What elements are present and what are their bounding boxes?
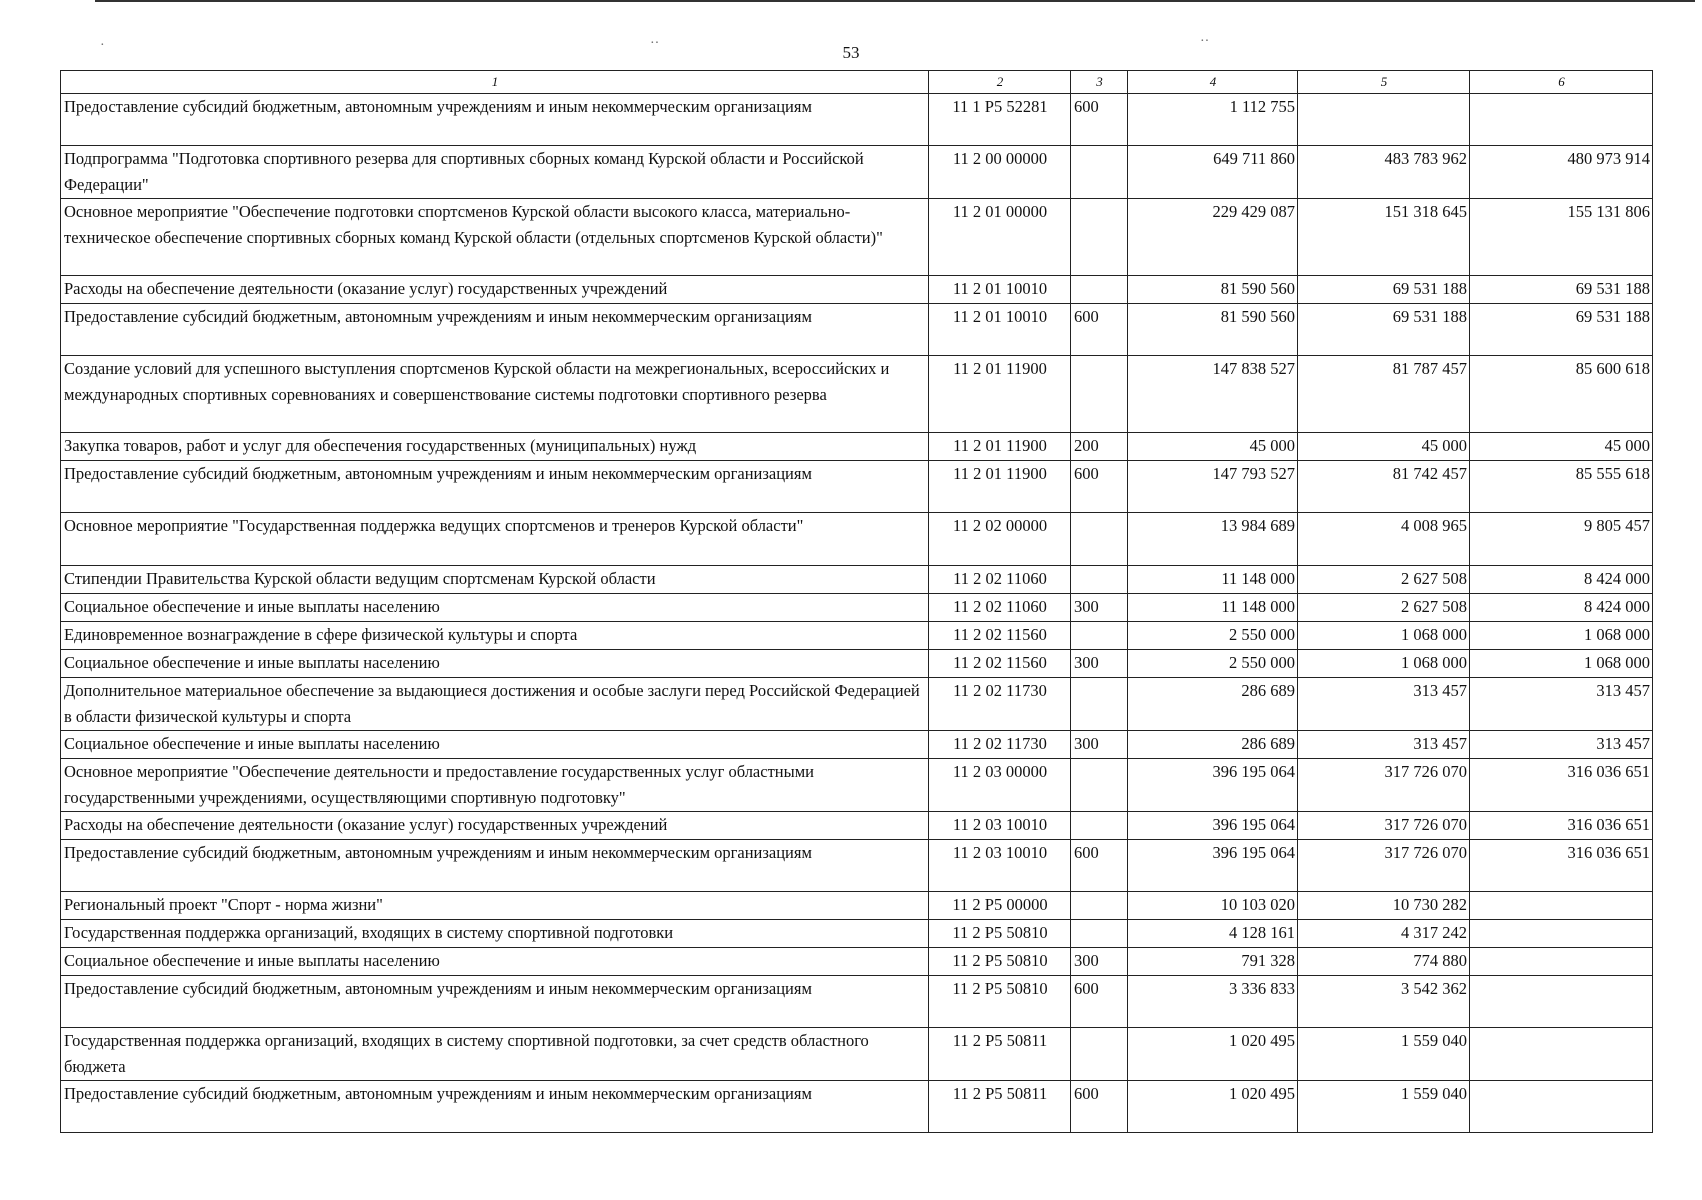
row-code-cell: 11 2 01 11900 xyxy=(929,461,1071,513)
row-expense-type-cell: 200 xyxy=(1071,433,1128,461)
row-value-col4-cell: 11 148 000 xyxy=(1128,594,1298,622)
row-name-cell: Расходы на обеспечение деятельности (оказание услуг) государственных учреждений xyxy=(61,812,929,840)
row-value-col5-cell: 317 726 070 xyxy=(1298,812,1470,840)
row-value-col5-cell: 313 457 xyxy=(1298,678,1470,731)
row-code-cell: 11 2 P5 50810 xyxy=(929,948,1071,976)
header-row xyxy=(61,71,1653,94)
row-code-cell: 11 2 02 11060 xyxy=(929,566,1071,594)
row-value-col4-cell: 81 590 560 xyxy=(1128,304,1298,356)
row-value-col5-cell: 81 787 457 xyxy=(1298,356,1470,433)
row-value-col6-cell xyxy=(1470,1028,1653,1081)
row-value-col5-cell: 45 000 xyxy=(1298,433,1470,461)
table-row xyxy=(61,433,1653,461)
row-value-col6-cell: 45 000 xyxy=(1470,433,1653,461)
row-value-col4-cell: 3 336 833 xyxy=(1128,976,1298,1028)
row-name-cell: Предоставление субсидий бюджетным, автономным учреждениям и иным некоммерческим организациям xyxy=(61,304,929,356)
row-value-col6-cell: 313 457 xyxy=(1470,731,1653,759)
scan-speck: · xyxy=(100,38,105,53)
row-value-col6-cell: 69 531 188 xyxy=(1470,304,1653,356)
row-value-col5-cell: 4 008 965 xyxy=(1298,513,1470,566)
row-expense-type-cell: 600 xyxy=(1071,1081,1128,1133)
row-value-col4-cell: 45 000 xyxy=(1128,433,1298,461)
row-value-col6-cell: 85 555 618 xyxy=(1470,461,1653,513)
row-expense-type-cell xyxy=(1071,920,1128,948)
row-value-col5-cell: 2 627 508 xyxy=(1298,594,1470,622)
row-value-col6-cell: 1 068 000 xyxy=(1470,622,1653,650)
row-expense-type-cell xyxy=(1071,622,1128,650)
row-name-cell: Основное мероприятие "Обеспечение деятельности и предоставление государственных услуг областными государственными учреждениями, осуществляющими спортивную подготовку" xyxy=(61,759,929,812)
column-header-6: 6 xyxy=(1470,71,1653,94)
row-name-cell: Создание условий для успешного выступления спортсменов Курской области на межрегиональных, всероссийских и международных спортивных соревнованиях и совершенствование системы подготовки спортивного резерва xyxy=(61,356,929,433)
row-value-col5-cell: 1 068 000 xyxy=(1298,650,1470,678)
row-value-col4-cell: 147 793 527 xyxy=(1128,461,1298,513)
table-row xyxy=(61,678,1653,731)
table-row xyxy=(61,812,1653,840)
row-name-cell: Единовременное вознаграждение в сфере физической культуры и спорта xyxy=(61,622,929,650)
row-code-cell: 11 2 02 11730 xyxy=(929,731,1071,759)
table-row xyxy=(61,650,1653,678)
row-value-col5-cell: 483 783 962 xyxy=(1298,146,1470,199)
row-expense-type-cell xyxy=(1071,759,1128,812)
row-value-col6-cell xyxy=(1470,920,1653,948)
row-name-cell: Предоставление субсидий бюджетным, автономным учреждениям и иным некоммерческим организациям xyxy=(61,840,929,892)
column-header-1: 1 xyxy=(61,71,929,94)
row-code-cell: 11 2 P5 50810 xyxy=(929,920,1071,948)
row-value-col4-cell: 11 148 000 xyxy=(1128,566,1298,594)
row-value-col5-cell: 69 531 188 xyxy=(1298,304,1470,356)
table-row xyxy=(61,304,1653,356)
row-name-cell: Социальное обеспечение и иные выплаты населению xyxy=(61,594,929,622)
row-expense-type-cell xyxy=(1071,678,1128,731)
row-code-cell: 11 2 01 10010 xyxy=(929,304,1071,356)
table-row xyxy=(61,948,1653,976)
row-expense-type-cell: 300 xyxy=(1071,594,1128,622)
row-code-cell: 11 2 02 00000 xyxy=(929,513,1071,566)
row-expense-type-cell: 300 xyxy=(1071,650,1128,678)
row-value-col5-cell: 81 742 457 xyxy=(1298,461,1470,513)
page-number: 53 xyxy=(842,43,860,62)
row-value-col6-cell xyxy=(1470,892,1653,920)
row-value-col6-cell: 8 424 000 xyxy=(1470,566,1653,594)
row-name-cell: Предоставление субсидий бюджетным, автономным учреждениям и иным некоммерческим организациям xyxy=(61,1081,929,1133)
table-row xyxy=(61,566,1653,594)
row-value-col4-cell: 286 689 xyxy=(1128,678,1298,731)
row-expense-type-cell xyxy=(1071,356,1128,433)
table-row xyxy=(61,759,1653,812)
row-code-cell: 11 2 P5 00000 xyxy=(929,892,1071,920)
table-row xyxy=(61,461,1653,513)
row-value-col6-cell: 316 036 651 xyxy=(1470,840,1653,892)
row-name-cell: Предоставление субсидий бюджетным, автономным учреждениям и иным некоммерческим организациям xyxy=(61,94,929,146)
table-row xyxy=(61,920,1653,948)
budget-table xyxy=(60,70,1653,1133)
row-value-col6-cell: 1 068 000 xyxy=(1470,650,1653,678)
row-code-cell: 11 2 P5 50810 xyxy=(929,976,1071,1028)
column-header-5: 5 xyxy=(1298,71,1470,94)
row-value-col6-cell: 313 457 xyxy=(1470,678,1653,731)
row-value-col5-cell: 1 068 000 xyxy=(1298,622,1470,650)
row-expense-type-cell: 600 xyxy=(1071,94,1128,146)
column-header-3: 3 xyxy=(1071,71,1128,94)
row-value-col6-cell xyxy=(1470,976,1653,1028)
row-value-col4-cell: 2 550 000 xyxy=(1128,622,1298,650)
row-value-col6-cell xyxy=(1470,1081,1653,1133)
table-row xyxy=(61,594,1653,622)
row-expense-type-cell xyxy=(1071,812,1128,840)
row-name-cell: Дополнительное материальное обеспечение за выдающиеся достижения и особые заслуги перед Российской Федерацией в области физической культуры и спорта xyxy=(61,678,929,731)
row-expense-type-cell: 600 xyxy=(1071,304,1128,356)
row-value-col4-cell: 13 984 689 xyxy=(1128,513,1298,566)
row-value-col4-cell: 396 195 064 xyxy=(1128,759,1298,812)
row-value-col5-cell: 69 531 188 xyxy=(1298,276,1470,304)
row-value-col5-cell: 10 730 282 xyxy=(1298,892,1470,920)
row-value-col5-cell: 317 726 070 xyxy=(1298,840,1470,892)
table-body xyxy=(61,94,1653,1133)
row-value-col5-cell: 2 627 508 xyxy=(1298,566,1470,594)
row-expense-type-cell xyxy=(1071,513,1128,566)
row-value-col4-cell: 286 689 xyxy=(1128,731,1298,759)
row-value-col6-cell xyxy=(1470,94,1653,146)
row-value-col6-cell: 9 805 457 xyxy=(1470,513,1653,566)
table-row xyxy=(61,146,1653,199)
row-code-cell: 11 2 01 11900 xyxy=(929,356,1071,433)
row-name-cell: Предоставление субсидий бюджетным, автономным учреждениям и иным некоммерческим организациям xyxy=(61,976,929,1028)
row-code-cell: 11 2 03 10010 xyxy=(929,812,1071,840)
row-code-cell: 11 2 03 10010 xyxy=(929,840,1071,892)
row-expense-type-cell xyxy=(1071,276,1128,304)
row-name-cell: Государственная поддержка организаций, входящих в систему спортивной подготовки xyxy=(61,920,929,948)
row-value-col4-cell: 1 020 495 xyxy=(1128,1028,1298,1081)
row-name-cell: Социальное обеспечение и иные выплаты населению xyxy=(61,650,929,678)
row-value-col4-cell: 229 429 087 xyxy=(1128,199,1298,276)
row-code-cell: 11 2 01 11900 xyxy=(929,433,1071,461)
row-value-col4-cell: 10 103 020 xyxy=(1128,892,1298,920)
row-expense-type-cell xyxy=(1071,892,1128,920)
row-value-col5-cell: 1 559 040 xyxy=(1298,1028,1470,1081)
row-value-col5-cell: 151 318 645 xyxy=(1298,199,1470,276)
row-expense-type-cell: 300 xyxy=(1071,948,1128,976)
row-value-col6-cell: 316 036 651 xyxy=(1470,812,1653,840)
row-value-col4-cell: 2 550 000 xyxy=(1128,650,1298,678)
scan-speck: ·· xyxy=(650,36,660,51)
row-code-cell: 11 2 03 00000 xyxy=(929,759,1071,812)
row-expense-type-cell: 600 xyxy=(1071,976,1128,1028)
row-expense-type-cell: 600 xyxy=(1071,461,1128,513)
row-expense-type-cell xyxy=(1071,1028,1128,1081)
row-name-cell: Стипендии Правительства Курской области ведущим спортсменам Курской области xyxy=(61,566,929,594)
row-value-col5-cell: 1 559 040 xyxy=(1298,1081,1470,1133)
row-value-col4-cell: 791 328 xyxy=(1128,948,1298,976)
row-value-col5-cell: 3 542 362 xyxy=(1298,976,1470,1028)
row-value-col6-cell: 316 036 651 xyxy=(1470,759,1653,812)
row-value-col5-cell: 4 317 242 xyxy=(1298,920,1470,948)
row-name-cell: Социальное обеспечение и иные выплаты населению xyxy=(61,731,929,759)
row-name-cell: Подпрограмма "Подготовка спортивного резерва для спортивных сборных команд Курской области и Российской Федерации" xyxy=(61,146,929,199)
row-name-cell: Расходы на обеспечение деятельности (оказание услуг) государственных учреждений xyxy=(61,276,929,304)
row-value-col6-cell: 69 531 188 xyxy=(1470,276,1653,304)
row-code-cell: 11 2 01 10010 xyxy=(929,276,1071,304)
row-value-col6-cell: 8 424 000 xyxy=(1470,594,1653,622)
row-expense-type-cell xyxy=(1071,146,1128,199)
row-name-cell: Предоставление субсидий бюджетным, автономным учреждениям и иным некоммерческим организациям xyxy=(61,461,929,513)
row-code-cell: 11 2 02 11060 xyxy=(929,594,1071,622)
row-name-cell: Основное мероприятие "Обеспечение подготовки спортсменов Курской области высокого класса, материально-техническое обеспечение спортивных сборных команд Курской области (отдельных спортсменов Курской области)" xyxy=(61,199,929,276)
table-row xyxy=(61,840,1653,892)
row-value-col4-cell: 81 590 560 xyxy=(1128,276,1298,304)
row-value-col4-cell: 396 195 064 xyxy=(1128,840,1298,892)
table-row xyxy=(61,1081,1653,1133)
column-header-2: 2 xyxy=(929,71,1071,94)
table-row xyxy=(61,1028,1653,1081)
table-row xyxy=(61,513,1653,566)
row-value-col6-cell: 85 600 618 xyxy=(1470,356,1653,433)
row-code-cell: 11 1 P5 52281 xyxy=(929,94,1071,146)
table-row xyxy=(61,276,1653,304)
row-expense-type-cell: 600 xyxy=(1071,840,1128,892)
row-value-col6-cell: 155 131 806 xyxy=(1470,199,1653,276)
table-row xyxy=(61,94,1653,146)
row-value-col6-cell xyxy=(1470,948,1653,976)
row-value-col5-cell: 317 726 070 xyxy=(1298,759,1470,812)
row-value-col5-cell: 313 457 xyxy=(1298,731,1470,759)
column-header-4: 4 xyxy=(1128,71,1298,94)
row-value-col4-cell: 1 112 755 xyxy=(1128,94,1298,146)
row-code-cell: 11 2 P5 50811 xyxy=(929,1028,1071,1081)
row-value-col5-cell xyxy=(1298,94,1470,146)
row-name-cell: Основное мероприятие "Государственная поддержка ведущих спортсменов и тренеров Курской области" xyxy=(61,513,929,566)
row-value-col4-cell: 649 711 860 xyxy=(1128,146,1298,199)
scan-speck: ·· xyxy=(1200,34,1210,49)
table-row xyxy=(61,622,1653,650)
row-code-cell: 11 2 02 11560 xyxy=(929,622,1071,650)
row-name-cell: Государственная поддержка организаций, входящих в систему спортивной подготовки, за счет средств областного бюджета xyxy=(61,1028,929,1081)
row-name-cell: Закупка товаров, работ и услуг для обеспечения государственных (муниципальных) нужд xyxy=(61,433,929,461)
row-code-cell: 11 2 02 11730 xyxy=(929,678,1071,731)
row-value-col6-cell: 480 973 914 xyxy=(1470,146,1653,199)
row-expense-type-cell xyxy=(1071,566,1128,594)
row-expense-type-cell xyxy=(1071,199,1128,276)
row-value-col5-cell: 774 880 xyxy=(1298,948,1470,976)
table-row xyxy=(61,356,1653,433)
row-code-cell: 11 2 P5 50811 xyxy=(929,1081,1071,1133)
row-name-cell: Региональный проект "Спорт - норма жизни" xyxy=(61,892,929,920)
row-code-cell: 11 2 02 11560 xyxy=(929,650,1071,678)
row-expense-type-cell: 300 xyxy=(1071,731,1128,759)
table-row xyxy=(61,731,1653,759)
table-row xyxy=(61,976,1653,1028)
row-value-col4-cell: 396 195 064 xyxy=(1128,812,1298,840)
row-code-cell: 11 2 01 00000 xyxy=(929,199,1071,276)
row-value-col4-cell: 4 128 161 xyxy=(1128,920,1298,948)
row-code-cell: 11 2 00 00000 xyxy=(929,146,1071,199)
table-row xyxy=(61,892,1653,920)
row-name-cell: Социальное обеспечение и иные выплаты населению xyxy=(61,948,929,976)
row-value-col4-cell: 147 838 527 xyxy=(1128,356,1298,433)
row-value-col4-cell: 1 020 495 xyxy=(1128,1081,1298,1133)
table-row xyxy=(61,199,1653,276)
top-rule xyxy=(95,0,1695,2)
